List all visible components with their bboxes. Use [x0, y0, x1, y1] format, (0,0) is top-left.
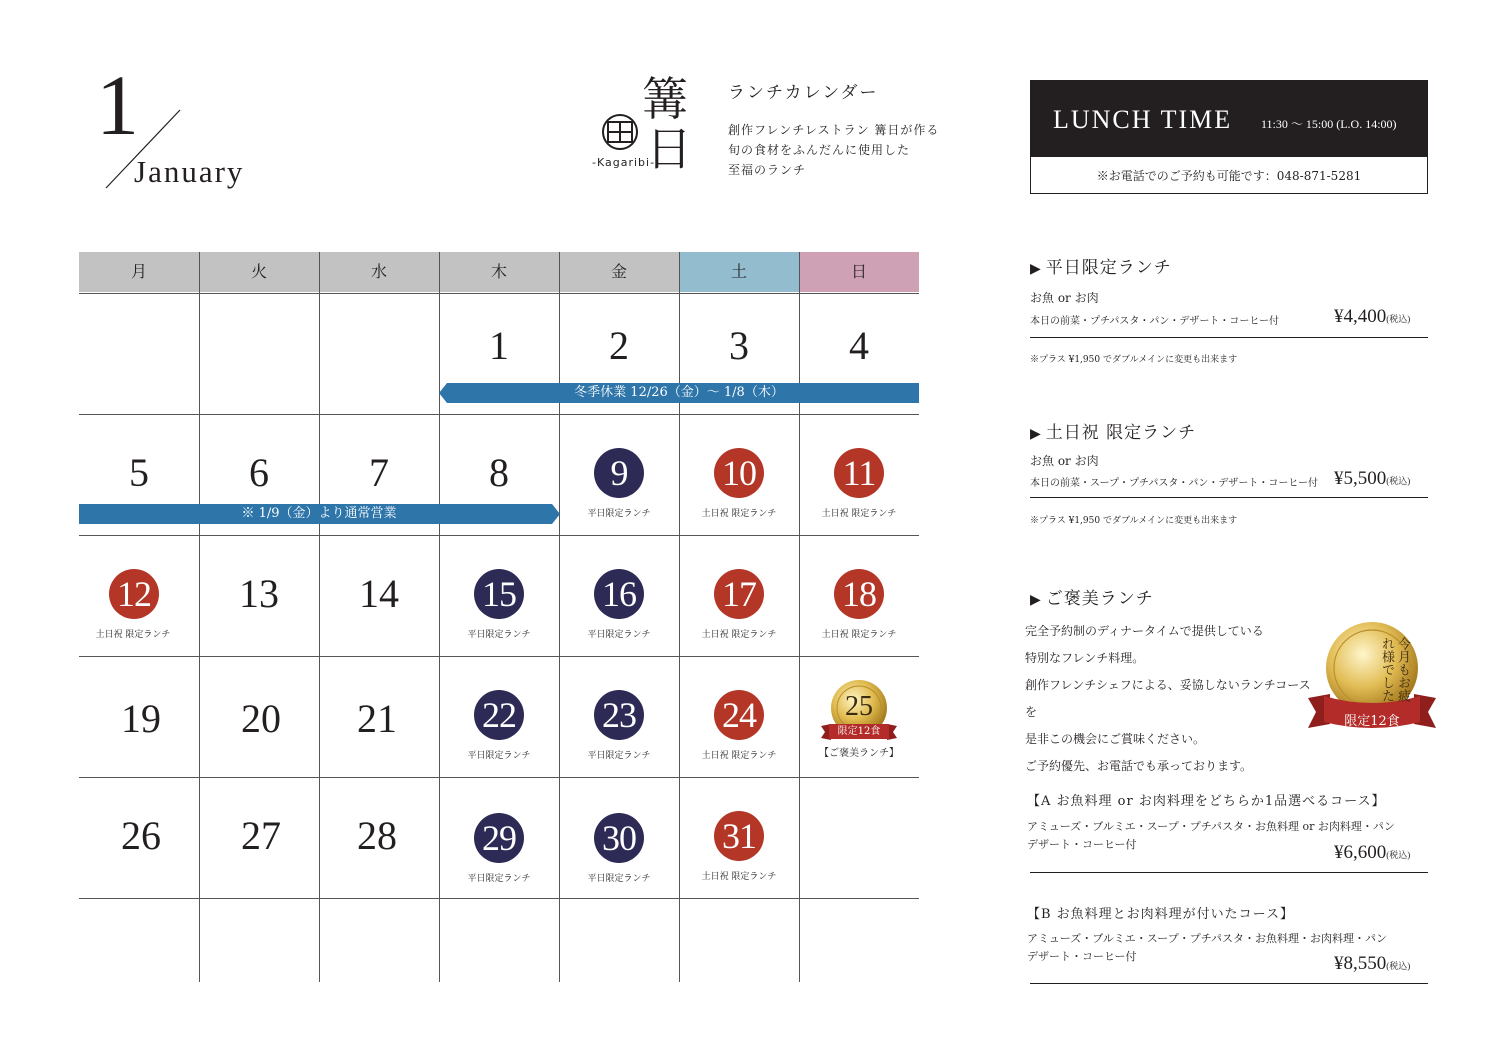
weekday-header-tue: 火 — [199, 252, 319, 292]
day-cell — [199, 535, 319, 656]
day-number: 26 — [121, 813, 161, 858]
weekday-lunch-day: 22 — [474, 690, 524, 740]
day-cell — [559, 777, 679, 898]
day-number: 8 — [489, 450, 509, 495]
weekday-lunch-heading — [1030, 253, 1172, 278]
day-cell — [79, 656, 199, 777]
day-cell — [319, 656, 439, 777]
weekday-lunch-day: 30 — [594, 813, 644, 863]
day-cell — [679, 535, 799, 656]
description-line: 特別なフレンチ料理。 — [1025, 651, 1145, 665]
description-line: ご予約優先、お電話でも承っております。 — [1025, 759, 1253, 773]
weekday-lunch-day: 29 — [474, 813, 524, 863]
day-number: 19 — [121, 696, 161, 741]
day-label: 土日祝 限定ランチ — [701, 509, 777, 519]
weekend-lunch-price — [1334, 468, 1410, 490]
day-number: 2 — [609, 323, 629, 368]
divider — [1030, 983, 1428, 984]
tagline-text — [728, 120, 939, 180]
price-value: ¥6,600 — [1334, 842, 1387, 863]
triangle-icon: ▶ — [1030, 261, 1042, 277]
day-cell — [319, 777, 439, 898]
day-cell — [439, 535, 559, 656]
day-cell — [439, 777, 559, 898]
course-b-line2: デザート・コーヒー付 — [1027, 950, 1137, 963]
day-label: 平日限定ランチ — [467, 751, 531, 761]
day-cell — [799, 535, 919, 656]
day-number: 5 — [129, 450, 149, 495]
weekend-lunch-desc: 本日の前菜・スープ・プチパスタ・パン・デザート・コーヒー付 — [1030, 478, 1318, 489]
reservation-phone-note: ※お電話でのご予約も可能です：048-871-5281 — [1096, 169, 1362, 183]
weekday-lunch-day: 15 — [474, 569, 524, 619]
tax-label: (税込) — [1386, 850, 1411, 860]
course-b-title: 【B お魚料理とお肉料理が付いたコース】 — [1027, 907, 1295, 922]
day-cell — [319, 535, 439, 656]
triangle-icon: ▶ — [1030, 592, 1042, 608]
course-a-price — [1334, 842, 1410, 864]
description-line: 創作フレンチシェフによる、妥協しないランチコースを — [1025, 678, 1311, 719]
weekday-header-fri: 金 — [559, 252, 679, 292]
weekday-header-wed: 水 — [319, 252, 439, 292]
day-cell — [679, 414, 799, 535]
weekday-header-mon: 月 — [79, 252, 199, 292]
weekend-lunch-day: 10 — [714, 448, 764, 498]
reward-lunch-medal — [819, 678, 899, 768]
day-label: 土日祝 限定ランチ — [95, 630, 171, 640]
day-number: 7 — [369, 450, 389, 495]
weekday-lunch-title: 平日限定ランチ — [1045, 258, 1172, 278]
day-label: 土日祝 限定ランチ — [821, 509, 897, 519]
weekend-lunch-day: 31 — [714, 811, 764, 861]
reward-lunch-description — [1025, 618, 1315, 780]
weekday-lunch-day: 23 — [594, 690, 644, 740]
weekday-lunch-choice: お魚 or お肉 — [1030, 291, 1099, 305]
day-number: 27 — [241, 813, 281, 858]
day-number: 6 — [249, 450, 269, 495]
weekday-header-sun: 日 — [799, 252, 919, 292]
logo-roman: -Kagaribi- — [592, 156, 656, 169]
description-line: 完全予約制のディナータイムで提供している — [1025, 624, 1264, 638]
price-value: ¥5,500 — [1334, 468, 1387, 489]
day-number: 3 — [729, 323, 749, 368]
reward-lunch-title: ご褒美ランチ — [1045, 589, 1154, 609]
divider — [1030, 337, 1428, 338]
day-number: 25 — [845, 691, 873, 722]
day-label: 平日限定ランチ — [587, 630, 651, 640]
grid-line — [79, 898, 919, 899]
day-cell — [79, 535, 199, 656]
day-number: 28 — [357, 813, 397, 858]
divider — [1030, 872, 1428, 873]
tagline-line: 創作フレンチレストラン 篝日が作る — [728, 123, 940, 137]
day-label: 平日限定ランチ — [467, 874, 531, 884]
day-number: 21 — [357, 696, 397, 741]
reward-lunch-label: 【ご褒美ランチ】 — [819, 748, 899, 759]
day-number: 1 — [489, 323, 509, 368]
day-label: 平日限定ランチ — [467, 630, 531, 640]
weekend-lunch-day: 12 — [109, 569, 159, 619]
day-number: 14 — [359, 571, 399, 616]
day-cell — [199, 777, 319, 898]
lunch-time-banner — [1031, 81, 1427, 157]
weekend-lunch-heading — [1030, 418, 1196, 443]
logo-seal-icon — [600, 112, 640, 152]
reward-lunch-heading — [1030, 584, 1154, 609]
day-number: 20 — [241, 696, 281, 741]
month-number: 1 — [96, 57, 139, 153]
day-cell — [679, 777, 799, 898]
weekday-lunch-desc: 本日の前菜・プチパスタ・パン・デザート・コーヒー付 — [1030, 316, 1279, 327]
lunch-time-hours: 11:30 ～ 15:00 (L.O. 14:00) — [1261, 117, 1397, 131]
day-label: 土日祝 限定ランチ — [701, 751, 777, 761]
logo-kanji-top: 篝 — [642, 72, 688, 126]
day-cell — [559, 535, 679, 656]
course-b-price — [1334, 953, 1410, 975]
tax-label: (税込) — [1386, 476, 1411, 486]
calendar-grid — [79, 252, 919, 982]
weekend-lunch-note: ※プラス ¥1,950 でダブルメインに変更も出来ます — [1030, 516, 1238, 526]
day-label: 土日祝 限定ランチ — [821, 630, 897, 640]
reward-medal — [1304, 620, 1440, 740]
weekday-lunch-day: 9 — [594, 448, 644, 498]
weekend-lunch-title: 土日祝 限定ランチ — [1045, 423, 1197, 443]
weekday-lunch-day: 16 — [594, 569, 644, 619]
logo-kanji-bottom: 日 — [646, 122, 692, 176]
tagline-title: ランチカレンダー — [728, 83, 879, 103]
medal-ribbon-text: 限定12食 — [1344, 714, 1400, 729]
day-cell — [439, 656, 559, 777]
day-label: 平日限定ランチ — [587, 751, 651, 761]
restaurant-logo — [592, 72, 716, 180]
winter-closure-banner: 冬季休業 12/26（金）～ 1/8（木） — [574, 385, 784, 400]
day-label: 土日祝 限定ランチ — [701, 872, 777, 882]
weekend-lunch-day: 17 — [714, 569, 764, 619]
description-line: 是非この機会にご賞味ください。 — [1025, 732, 1206, 746]
weekend-lunch-day: 11 — [834, 448, 884, 498]
course-b-line1: アミューズ・ブルミエ・スープ・プチパスタ・お魚料理・お肉料理・パン — [1027, 932, 1388, 945]
weekday-header-thu: 木 — [439, 252, 559, 292]
triangle-icon: ▶ — [1030, 426, 1042, 442]
weekend-lunch-day: 24 — [714, 690, 764, 740]
weekend-lunch-choice: お魚 or お肉 — [1030, 454, 1099, 468]
day-number: 4 — [849, 323, 869, 368]
day-cell — [559, 656, 679, 777]
limited-label: 限定12食 — [837, 726, 881, 737]
lunch-time-box — [1030, 80, 1428, 194]
tax-label: (税込) — [1386, 961, 1411, 971]
lunch-time-title: LUNCH TIME — [1053, 105, 1233, 134]
tax-label: (税込) — [1386, 314, 1411, 324]
day-label: 平日限定ランチ — [587, 874, 651, 884]
divider — [1030, 497, 1428, 498]
weekday-lunch-price — [1334, 306, 1410, 328]
day-number: 13 — [239, 571, 279, 616]
day-cell — [559, 414, 679, 535]
day-cell — [79, 777, 199, 898]
day-label: 土日祝 限定ランチ — [701, 630, 777, 640]
price-value: ¥4,400 — [1334, 306, 1387, 327]
day-cell — [679, 656, 799, 777]
price-value: ¥8,550 — [1334, 953, 1387, 974]
day-cell — [799, 656, 919, 777]
weekday-header-sat: 土 — [679, 252, 799, 292]
day-cell — [799, 414, 919, 535]
tagline-line: 至福のランチ — [728, 163, 807, 177]
resume-business-banner: ※ 1/9（金）より通常営業 — [241, 506, 397, 521]
course-a-line2: デザート・コーヒー付 — [1027, 838, 1137, 851]
tagline-line: 旬の食材をふんだんに使用した — [728, 143, 911, 157]
weekend-lunch-day: 18 — [834, 569, 884, 619]
month-name: January — [134, 154, 245, 189]
day-cell — [199, 656, 319, 777]
course-a-title: 【A お魚料理 or お肉料理をどちらか1品選べるコース】 — [1027, 794, 1386, 809]
course-a-line1: アミューズ・ブルミエ・スープ・プチパスタ・お魚料理 or お肉料理・パン — [1027, 820, 1395, 833]
day-label: 平日限定ランチ — [587, 509, 651, 519]
medal-text: 今月もお疲れ様でした — [1379, 636, 1410, 702]
weekday-lunch-note: ※プラス ¥1,950 でダブルメインに変更も出来ます — [1030, 355, 1238, 365]
